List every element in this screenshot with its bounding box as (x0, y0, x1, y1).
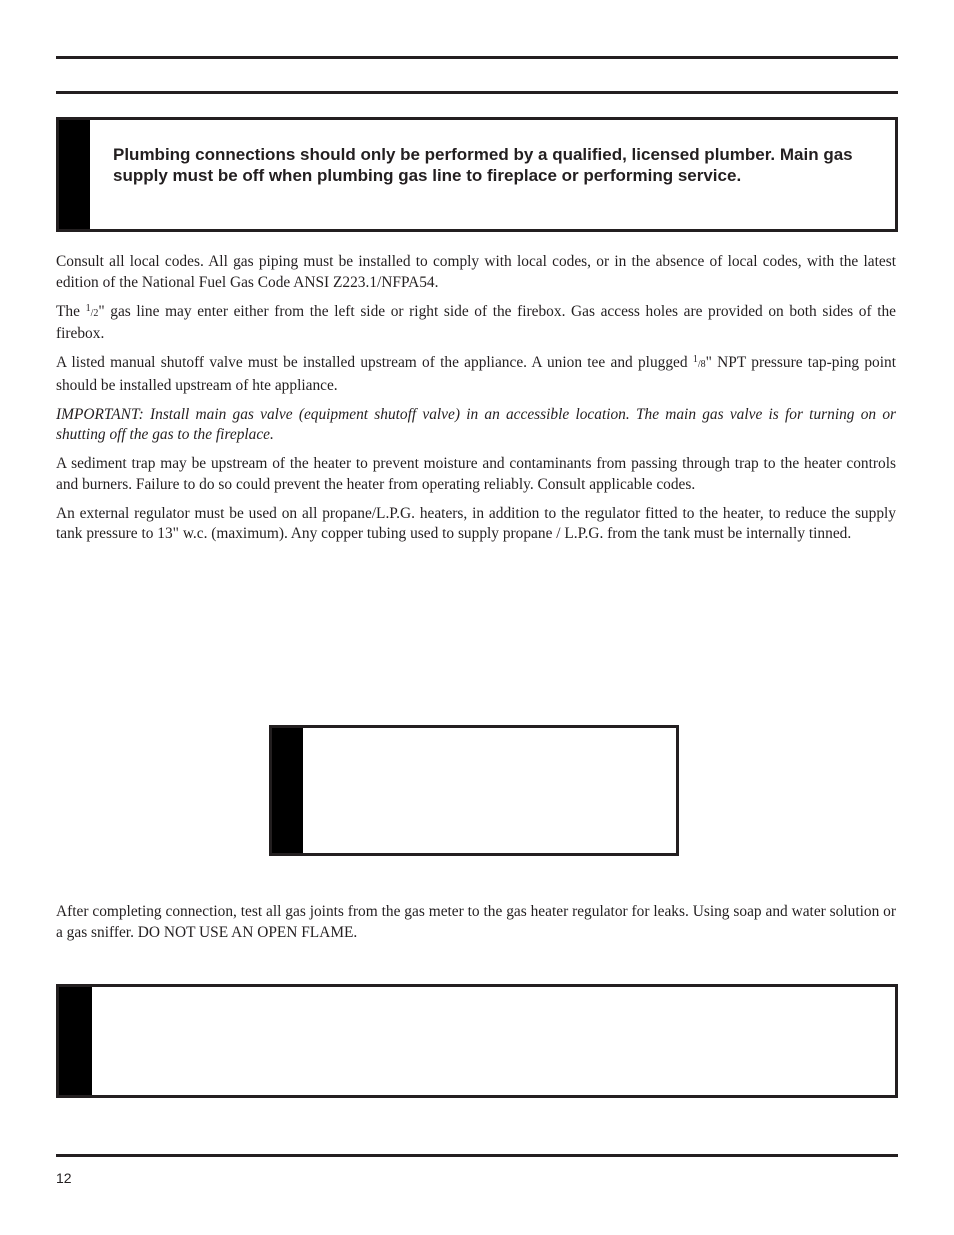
body-section-1 (56, 252, 896, 553)
page-number: 12 (56, 1170, 72, 1186)
top-rule-1 (56, 56, 898, 59)
paragraph-sediment-trap: A sediment trap may be upstream of the heater to prevent moisture and contaminants from passing through trap to the heater controls and burners. Failure to do so could prevent the heater from operating reliably. Consult applicable codes. (56, 455, 896, 493)
fraction-half (85, 302, 99, 319)
warning-bar (59, 987, 92, 1095)
fraction-half-den: /2 (90, 307, 99, 319)
fraction-half-num: 1 (85, 302, 91, 314)
paragraph-gas-line-pre: The (56, 302, 86, 320)
fraction-eighth-den: /8 (697, 359, 706, 370)
paragraph-shutoff-pre: A listed manual shutoff valve must be installed upstream of the appliance. A union tee and plugged (56, 354, 693, 371)
warning-bar (59, 120, 90, 229)
body-section-2 (56, 902, 896, 952)
fraction-eighth (692, 354, 706, 370)
paragraph-leak-test: After completing connection, test all gas joints from the gas meter to the gas heater regulator for leaks. Using soap and water solution or a gas sniffer. DO NOT USE AN OPEN FLAME. (56, 903, 896, 941)
warning-text: Plumbing connections should only be performed by a qualified, licensed plumber. Main gas supply must be off when plumbing gas line to fireplace or performing service. (113, 145, 853, 185)
top-rule-2 (56, 91, 898, 94)
warning-box-bottom (56, 984, 898, 1098)
paragraph-regulator: An external regulator must be used on all propane/L.P.G. heaters, in addition to the regulator fitted to the heater, to reduce the supply tank pressure to 13" w.c. (maximum). Any copper tubing used to supply propane / L.P.G. from the tank must be internally tinned. (56, 504, 896, 542)
warning-bar (272, 728, 303, 853)
paragraph-codes: Consult all local codes. All gas piping must be installed to comply with local codes, or in the absence of local codes, with the latest edition of the National Fuel Gas Code ANSI Z223.1/NFPA54. (56, 253, 896, 291)
bottom-rule (56, 1154, 898, 1157)
paragraph-important: IMPORTANT: Install main gas valve (equipment shutoff valve) in an accessible location. The main gas valve is for turning on or shutting off the gas to the fireplace. (56, 405, 896, 443)
paragraph-gas-line-post: " gas line may enter either from the left side or right side of the firebox. Gas access holes are provided on both sides of the firebox. (56, 302, 897, 342)
warning-box-top (56, 117, 898, 232)
paragraph-shutoff-post: " NPT pressure tap-ping point should be installed upstream of hte appliance. (56, 354, 896, 394)
paragraph-shutoff (56, 353, 896, 396)
paragraph-gas-line (56, 302, 896, 345)
fraction-eighth-num: 1 (692, 354, 698, 365)
warning-box-middle (269, 725, 679, 856)
